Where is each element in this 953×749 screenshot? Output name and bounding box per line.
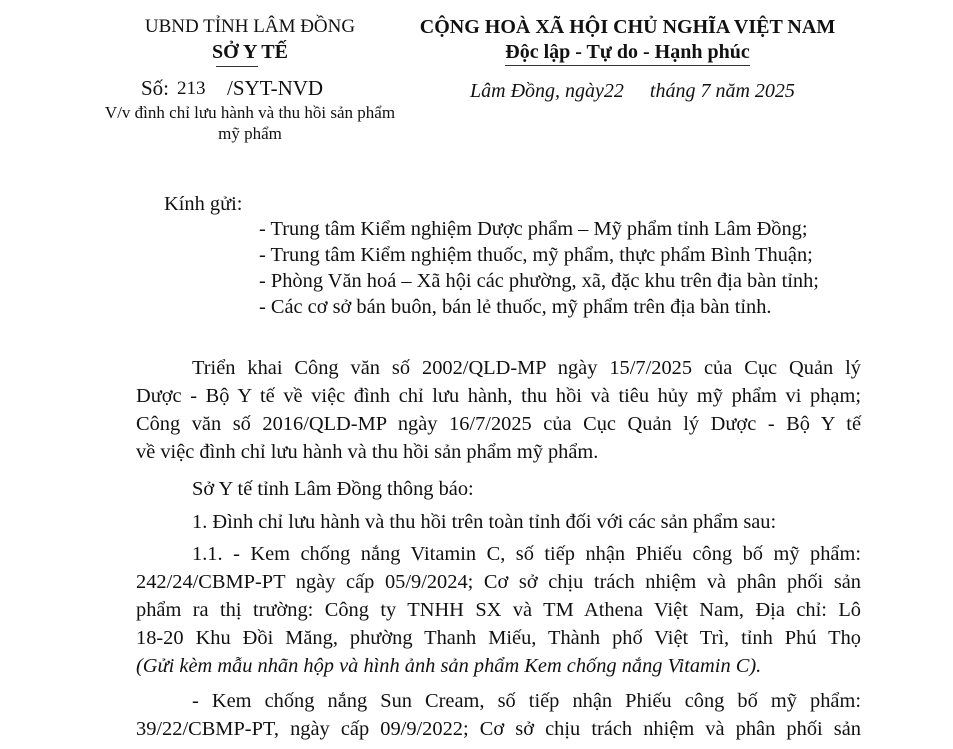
item-1-1-line: phẩm ra thị trường: Công ty TNHH SX và TM Athena Việt Nam, Địa chỉ: Lô bbox=[136, 599, 861, 621]
issuing-authority: UBND TỈNH LÂM ĐỒNG bbox=[144, 16, 356, 37]
issuing-department: SỞ Y TẾ bbox=[212, 41, 288, 63]
item-1-1-line: 242/24/CBMP-PT ngày cấp 05/9/2024; Cơ sở chịu trách nhiệm và phân phối sản bbox=[136, 571, 861, 593]
intro-line: Công văn số 2016/QLD-MP ngày 16/7/2025 của Cục Quản lý Dược - Bộ Y tế bbox=[136, 413, 861, 435]
number-label: Số: bbox=[141, 76, 170, 100]
header-divider bbox=[216, 66, 258, 67]
recipient-item: - Trung tâm Kiểm nghiệm thuốc, mỹ phẩm, thực phẩm Bình Thuận; bbox=[259, 244, 813, 266]
item-1-1-line: 18-20 Khu Đồi Măng, phường Thanh Miếu, Thành phố Việt Trì, tỉnh Phú Thọ bbox=[136, 627, 861, 649]
recipient-item: - Trung tâm Kiểm nghiệm Dược phẩm – Mỹ phẩm tỉnh Lâm Đồng; bbox=[259, 218, 808, 240]
date-prefix: Lâm Đồng, ngày bbox=[470, 80, 604, 102]
document-subject: V/v đình chỉ lưu hành và thu hồi sản phẩm mỹ phẩm bbox=[104, 103, 396, 143]
number-value: 213 bbox=[177, 78, 206, 99]
recipient-item: - Phòng Văn hoá – Xã hội các phường, xã, đặc khu trên địa bàn tỉnh; bbox=[259, 270, 819, 292]
date-suffix: tháng 7 năm 2025 bbox=[649, 80, 795, 102]
item-1-2-line: - Kem chống nắng Sun Cream, số tiếp nhận Phiếu công bố mỹ phẩm: bbox=[192, 690, 861, 712]
intro-line: về việc đình chỉ lưu hành và thu hồi sản phẩm mỹ phẩm. bbox=[136, 441, 599, 463]
item-1-1-note: (Gửi kèm mẫu nhãn hộp và hình ảnh sản phẩm Kem chống nắng Vitamin C). bbox=[136, 655, 762, 677]
motto-text: Độc lập - Tự do - Hạnh phúc bbox=[505, 41, 749, 66]
date-day: 22 bbox=[603, 80, 624, 102]
announcement: Sở Y tế tỉnh Lâm Đồng thông báo: bbox=[192, 478, 474, 500]
number-suffix: /SYT-NVD bbox=[227, 76, 324, 100]
section-1-heading: 1. Đình chỉ lưu hành và thu hồi trên toàn tỉnh đối với các sản phẩm sau: bbox=[192, 511, 777, 533]
recipient-item: - Các cơ sở bán buôn, bán lẻ thuốc, mỹ phẩm trên địa bàn tỉnh. bbox=[259, 296, 772, 318]
item-1-2-line: 39/22/CBMP-PT, ngày cấp 09/9/2022; Cơ sở chịu trách nhiệm và phân phối sản bbox=[136, 718, 861, 740]
intro-line: Dược - Bộ Y tế về việc đình chỉ lưu hành, thu hồi và tiêu hủy mỹ phẩm vi phạm; bbox=[136, 385, 861, 407]
recipients-label: Kính gửi: bbox=[164, 193, 243, 215]
intro-line: Triển khai Công văn số 2002/QLD-MP ngày 15/7/2025 của Cục Quản lý bbox=[192, 357, 861, 379]
national-title: CỘNG HOÀ XÃ HỘI CHỦ NGHĨA VIỆT NAM bbox=[419, 16, 836, 38]
national-motto bbox=[395, 41, 860, 64]
item-1-1-line: 1.1. - Kem chống nắng Vitamin C, số tiếp nhận Phiếu công bố mỹ phẩm: bbox=[192, 543, 861, 565]
document-date bbox=[470, 80, 795, 103]
